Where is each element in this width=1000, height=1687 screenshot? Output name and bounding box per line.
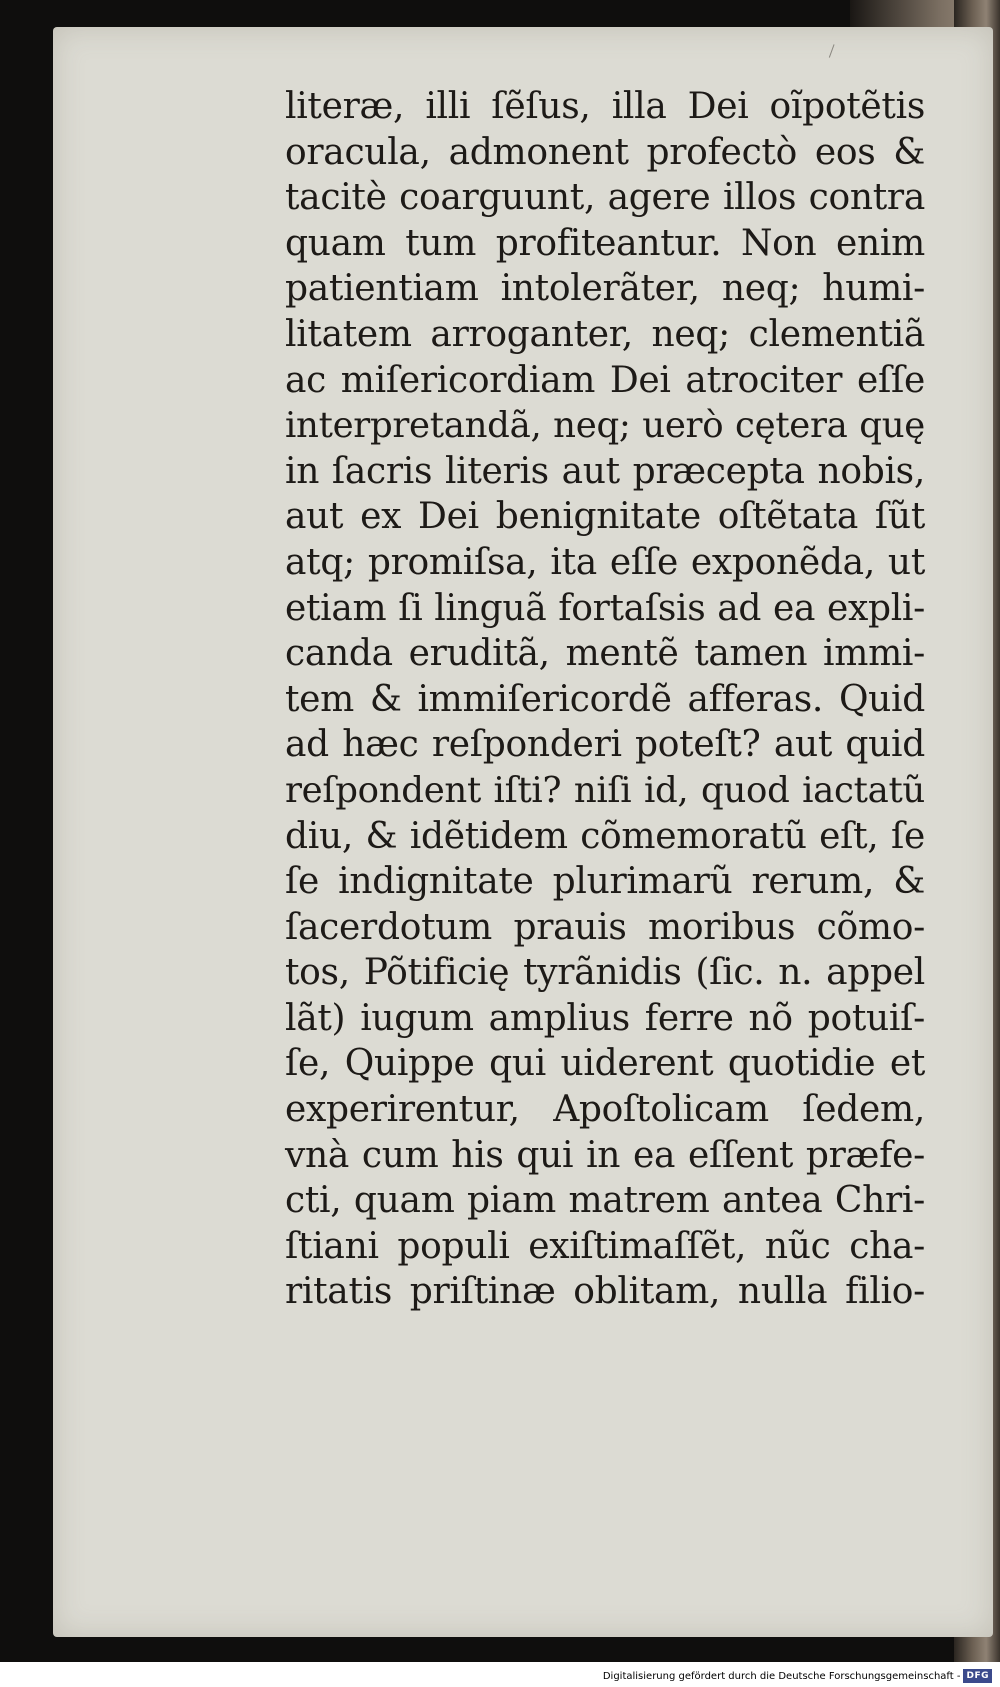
text-line: diu, & idẽtidem cõmemoratũ eſt, ſe xyxy=(285,815,925,857)
dfg-logo: DFG xyxy=(963,1669,992,1683)
text-line: atq; promiſsa, ita eſſe exponẽda, ut xyxy=(285,541,925,583)
text-line: lãt) iugum amplius ferre nõ potuiſ- xyxy=(285,997,925,1039)
page-mark xyxy=(829,44,840,60)
text-line: litatem arroganter, neq; clementiã xyxy=(285,313,925,355)
footer-credit: Digitalisierung gefördert durch die Deutsche Forschungsgemeinschaft - xyxy=(602,1670,961,1682)
text-block xyxy=(285,84,925,1315)
text-line: in ſacris literis aut præcepta nobis, xyxy=(285,450,925,492)
text-line: ac miſericordiam Dei atrociter eſſe xyxy=(285,359,925,401)
text-line: etiam ſi linguã fortaſsis ad ea expli- xyxy=(285,587,925,629)
text-line: vnà cum his qui in ea eſſent præfe- xyxy=(285,1134,925,1176)
text-line: cti, quam piam matrem antea Chri- xyxy=(285,1180,925,1222)
text-line: experirentur, Apoſtolicam ſedem, xyxy=(285,1089,925,1131)
text-line: ſtiani populi exiſtimaſſẽt, nũc cha- xyxy=(285,1225,925,1267)
text-line: tacitè coarguunt, agere illos contra xyxy=(285,177,925,219)
text-line: aut ex Dei benignitate oſtẽtata ſũt xyxy=(285,496,925,538)
text-line: reſpondent iſti? niſi id, quod iactatũ xyxy=(285,769,925,811)
text-line: interpretandã, neq; uerò cętera quę xyxy=(285,405,925,447)
footer xyxy=(603,1667,992,1685)
text-line: ſacerdotum prauis moribus cõmo- xyxy=(285,906,925,948)
text-line: ritatis priſtinæ oblitam, nulla filio- xyxy=(285,1271,925,1313)
text-line: quam tum profiteantur. Non enim xyxy=(285,222,925,264)
text-line: ſe indignitate plurimarũ rerum, & xyxy=(285,861,925,903)
text-line: tem & immiſericordẽ afferas. Quid xyxy=(285,678,925,720)
text-line: literæ, illi ſẽſus, illa Dei oĩpotẽtis xyxy=(285,86,925,127)
text-line: oracula, admonent profectò eos & xyxy=(285,131,925,173)
text-line: canda eruditã, mentẽ tamen immi- xyxy=(285,633,925,675)
text-line: ad hæc reſponderi poteſt? aut quid xyxy=(285,724,925,766)
text-line: ſe, Quippe qui uiderent quotidie et xyxy=(285,1043,925,1085)
text-line: tos, Põtificię tyrãnidis (ſic. n. appel xyxy=(285,952,925,994)
text-line: patientiam intolerãter, neq; humi- xyxy=(285,268,925,310)
